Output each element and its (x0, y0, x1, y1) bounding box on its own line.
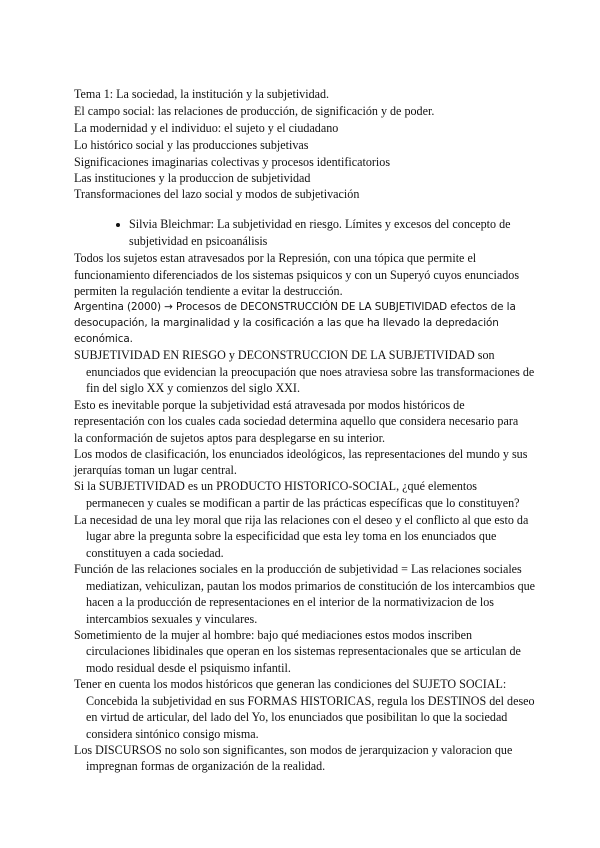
body-line: permiten la regulación tendiente a evitar la destrucción. (74, 284, 343, 298)
body-line: Los modos de clasificación, los enunciados ideológicos, las representaciones del mundo y sus (74, 447, 528, 461)
body-line: Función de las relaciones sociales en la producción de subjetividad = Las relaciones sociales (74, 562, 522, 576)
body-line: jerarquías toman un lugar central. (74, 463, 237, 477)
body-line: desocupación, la marginalidad y la cosificación a las que ha llevado la depredación (74, 317, 499, 329)
body-line: Tener en cuenta los modos históricos que generan las condiciones del SUJETO SOCIAL: (74, 677, 507, 691)
body-line: enunciados que evidencian la preocupación que noes atraviesa sobre las transformaciones de (86, 365, 535, 379)
body-line: constituyen a cada sociedad. (86, 546, 224, 560)
body-line: fin del siglo XX y comienzos del siglo XXI. (86, 381, 300, 395)
body-line: funcionamiento diferenciados de los sistemas psiquicos y con un Superyó cuyos enunciados (74, 268, 520, 282)
bullet-dot (116, 223, 120, 227)
body-line: lugar abre la pregunta sobre la especificidad que esta ley toma en los enunciados que (86, 529, 497, 543)
body-line: Si la SUBJETIVIDAD es un PRODUCTO HISTORICO-SOCIAL, ¿qué elementos (74, 479, 477, 493)
body-line: Concebida la subjetividad en sus FORMAS HISTORICAS, regula los DESTINOS del deseo (86, 694, 535, 708)
tema-line: La modernidad y el individuo: el sujeto y el ciudadano (74, 121, 339, 135)
tema-line: Las instituciones y la produccion de subjetividad (74, 171, 311, 185)
tema-title: Tema 1: La sociedad, la institución y la subjetividad. (74, 87, 330, 101)
body-line: hacen a la producción de representaciones en el interior de la normativizacion de los (86, 595, 494, 609)
bullet-text: Silvia Bleichmar: La subjetividad en riesgo. Límites y excesos del concepto de (129, 217, 511, 231)
body-line: circulaciones libidinales que operan en los sistemas representacionales que se articulan de (86, 644, 521, 658)
tema-line: El campo social: las relaciones de producción, de significación y de poder. (74, 104, 435, 118)
body-line: económica. (74, 333, 133, 345)
tema-line: Transformaciones del lazo social y modos de subjetivación (74, 187, 360, 201)
body-line: permanecen y cuales se modifican a partir de las prácticas específicas que lo constituyen? (86, 496, 520, 510)
body-line: La necesidad de una ley moral que rija las relaciones con el deseo y el conflicto al que esto da (74, 513, 529, 527)
tema-line: Lo histórico social y las producciones subjetivas (74, 138, 309, 152)
body-line: considera sintónico consigo misma. (86, 727, 259, 741)
body-line: SUBJETIVIDAD EN RIESGO y DECONSTRUCCION DE LA SUBJETIVIDAD son (74, 348, 495, 362)
body-line: la conformación de sujetos aptos para desplegarse en su interior. (74, 431, 385, 445)
body-line: intercambios sexuales y vinculares. (86, 612, 258, 626)
body-line: Esto es inevitable porque la subjetividad está atravesada por modos históricos de (74, 398, 465, 412)
body-line: Argentina (2000) → Procesos de DECONSTRUCCIÓN DE LA SUBJETIVIDAD efectos de la (74, 301, 516, 313)
body-line: impregnan formas de organización de la realidad. (86, 759, 326, 773)
tema-line: Significaciones imaginarias colectivas y procesos identificatorios (74, 155, 391, 169)
body-line: en virtud de articular, del lado del Yo, los enunciados que posibilitan lo que la sociedad (86, 710, 508, 724)
bullet-text: subjetividad en psicoanálisis (129, 234, 268, 248)
body-line: mediatizan, vehiculizan, pautan los modos primarios de constitución de los intercambios que (86, 579, 536, 593)
body-line: Sometimiento de la mujer al hombre: bajo qué mediaciones estos modos inscriben (74, 628, 472, 642)
body-line: Los DISCURSOS no solo son significantes, son modos de jerarquizacion y valoracion que (74, 743, 513, 757)
body-line: representación con los cuales cada sociedad determina aquello que considera necesario para (74, 414, 519, 428)
body-line: Todos los sujetos estan atravesados por la Represión, con una tópica que permite el (74, 251, 477, 265)
body-line: modo residual desde el psiquismo infantil. (86, 661, 291, 675)
